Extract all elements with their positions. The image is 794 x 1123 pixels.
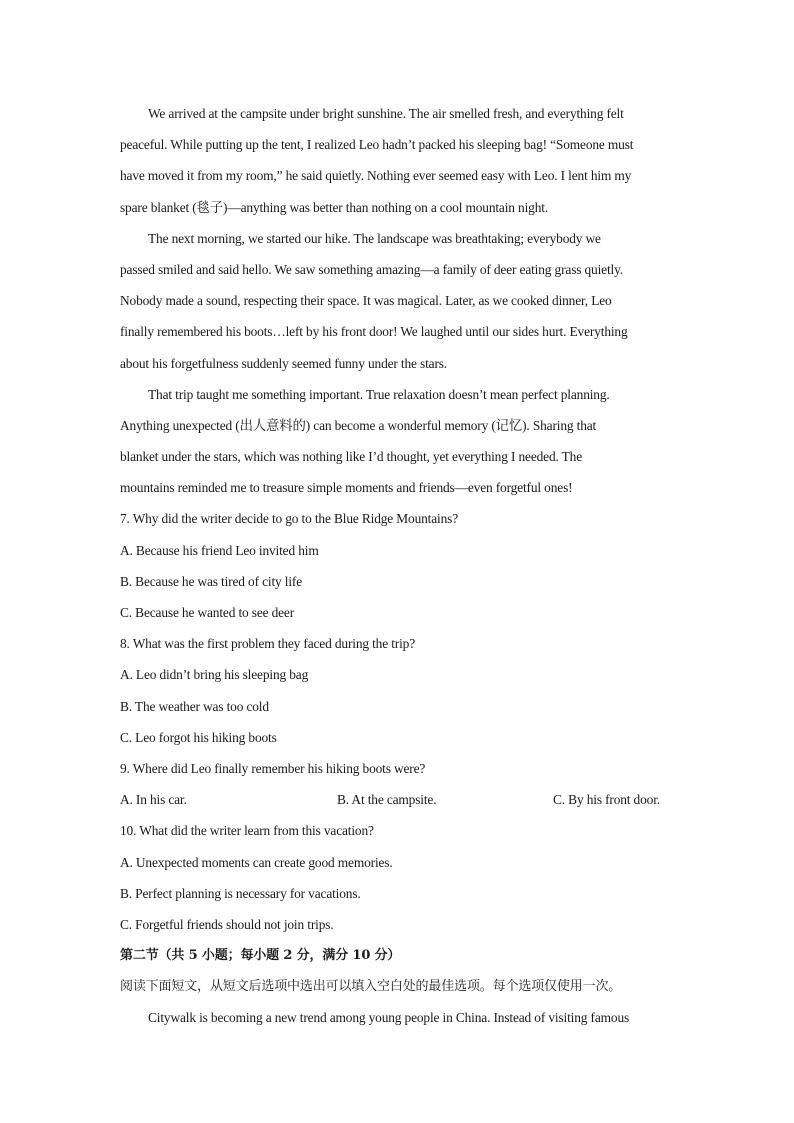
text-line: about his forgetfulness suddenly seemed funny under the stars. — [120, 355, 448, 371]
text-line: We arrived at the campsite under bright sunshine. The air smelled fresh, and everything felt — [148, 106, 624, 121]
text-line: peaceful. While putting up the tent, I realized Leo hadn’t packed his sleeping bag! “Someone must — [120, 137, 634, 153]
text-line: Anything unexpected (出人意料的) can become a wonderful memory (记忆). Sharing that — [120, 417, 597, 433]
option-a: A. Because his friend Leo invited him — [120, 542, 319, 558]
option-c: C. Forgetful friends should not join trips. — [120, 916, 334, 932]
option-a: A. In his car. — [120, 792, 187, 808]
section-2 — [120, 940, 672, 1034]
option-c: C. Because he wanted to see deer — [120, 605, 295, 620]
text-line: have moved it from my room,” he said quietly. Nothing ever seemed easy with Leo. I lent him my — [120, 168, 632, 184]
text-line: The next morning, we started our hike. The landscape was breathtaking; everybody we — [148, 230, 601, 246]
section-instruction: 阅读下面短文，从短文后选项中选出可以填入空白处的最佳选项。每个选项仅使用一次。 — [120, 979, 622, 995]
question-9 — [120, 753, 672, 815]
question-8 — [120, 628, 672, 753]
document-page — [120, 98, 672, 1034]
option-c: C. By his front door. — [553, 792, 660, 808]
text-line: Citywalk is becoming a new trend among young people in China. Instead of visiting famous — [148, 1010, 630, 1026]
option-b: B. The weather was too cold — [120, 698, 269, 714]
question-7 — [120, 503, 672, 628]
passage-paragraph-3 — [120, 379, 672, 504]
section-heading: 第二节（共 5 小题；每小题 2 分，满分 10 分） — [120, 948, 401, 964]
options-row — [120, 784, 672, 815]
text-line: blanket under the stars, which was nothing like I’d thought, yet everything I needed. The — [120, 449, 583, 465]
passage-paragraph-1 — [120, 98, 672, 223]
question-stem: 7. Why did the writer decide to go to the Blue Ridge Mountains? — [120, 511, 459, 527]
text-line: spare blanket (毯子)—anything was better than nothing on a cool mountain night. — [120, 199, 549, 215]
text-line: That trip taught me something important. True relaxation doesn’t mean perfect planning. — [148, 386, 610, 402]
passage-paragraph-2 — [120, 223, 672, 379]
question-10 — [120, 815, 672, 940]
option-b: B. Perfect planning is necessary for vacations. — [120, 885, 361, 901]
option-b: B. At the campsite. — [337, 792, 437, 808]
question-stem: 8. What was the first problem they faced during the trip? — [120, 636, 416, 652]
option-a: A. Unexpected moments can create good memories. — [120, 854, 393, 870]
option-a: A. Leo didn’t bring his sleeping bag — [120, 667, 309, 683]
text-line: passed smiled and said hello. We saw something amazing—a family of deer eating grass quietly. — [120, 261, 623, 277]
text-line: mountains reminded me to treasure simple moments and friends—even forgetful ones! — [120, 480, 573, 496]
question-stem: 9. Where did Leo finally remember his hiking boots were? — [120, 760, 426, 776]
option-c: C. Leo forgot his hiking boots — [120, 729, 277, 745]
text-line: finally remembered his boots…left by his front door! We laughed until our sides hurt. Everything — [120, 324, 628, 340]
text-line: Nobody made a sound, respecting their space. It was magical. Later, as we cooked dinner, Leo — [120, 293, 612, 309]
question-stem: 10. What did the writer learn from this vacation? — [120, 823, 374, 839]
option-b: B. Because he was tired of city life — [120, 573, 303, 589]
